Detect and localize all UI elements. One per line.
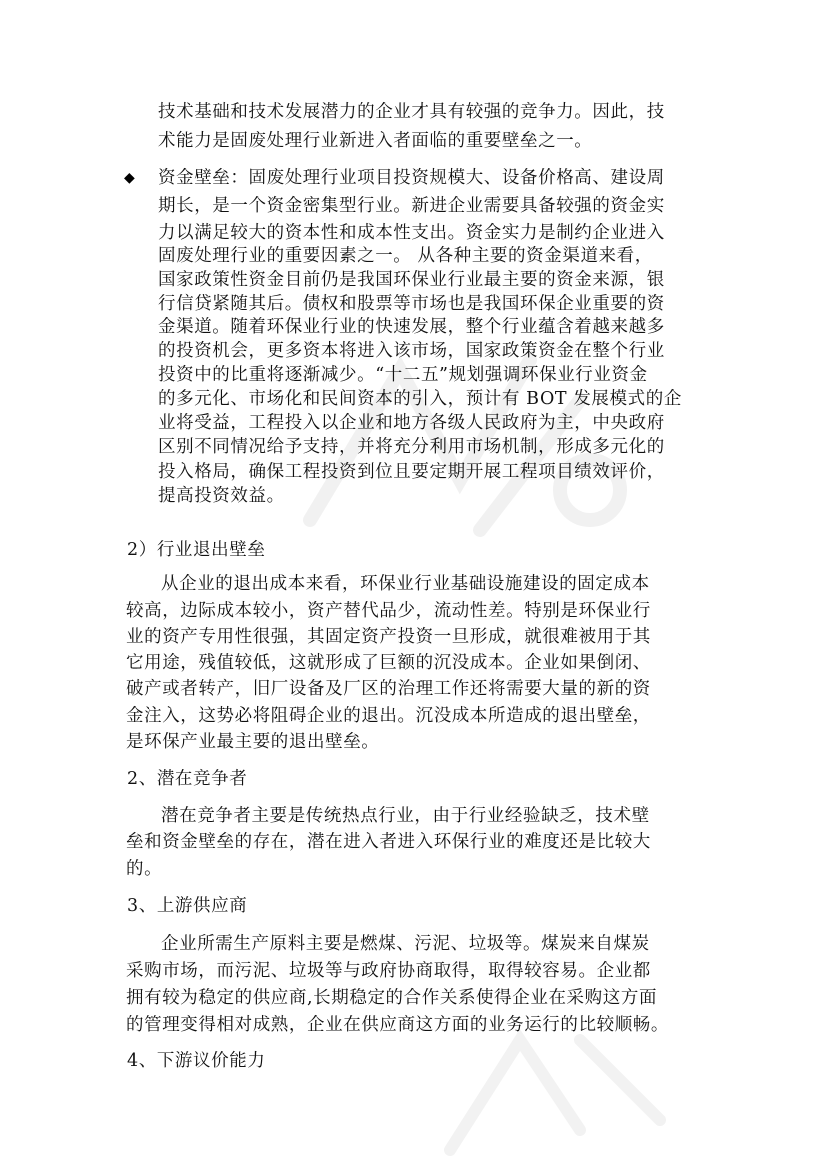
capital-barrier-line: 期长，是一个资金密集型行业。新进企业需要具备较强的资金实	[158, 196, 665, 216]
capital-barrier-line: 的多元化、市场化和民间资本的引入，预计有 BOT 发展模式的企	[158, 389, 682, 409]
intro-line-1: 技术基础和技术发展潜力的企业才具有较强的竞争力。因此，技	[158, 102, 665, 122]
exit-barrier-line: 是环保产业最主要的退出壁垒。	[126, 732, 380, 752]
upstream-suppliers-line: 企业所需生产原料主要是燃煤、污泥、垃圾等。煤炭来自煤炭	[161, 934, 650, 954]
capital-barrier-line: 金渠道。随着环保业行业的快速发展，整个行业蕴含着越来越多	[158, 317, 665, 337]
capital-barrier-line: 投资中的比重将逐渐减少。“十二五”规划强调环保业行业资金	[158, 365, 648, 385]
capital-barrier-line: 投入格局，确保工程投资到位且要定期开展工程项目绩效评价，	[158, 462, 665, 482]
intro-line-2: 术能力是固废处理行业新进入者面临的重要壁垒之一。	[158, 131, 593, 151]
capital-barrier-line: 提高投资效益。	[158, 486, 285, 506]
capital-barrier-line: 力以满足较大的资本性和成本性支出。资金实力是制约企业进入	[158, 223, 665, 243]
section-heading-potential-competitors: 2、潜在竞争者	[127, 769, 248, 789]
upstream-suppliers-line: 的管理变得相对成熟，企业在供应商这方面的业务运行的比较顺畅。	[126, 1015, 669, 1035]
exit-barrier-line: 业的资产专用性很强，其固定资产投资一旦形成，就很难被用于其	[126, 627, 651, 647]
capital-barrier-line: 固废处理行业的重要因素之一。 从各种主要的资金渠道来看，	[158, 246, 653, 266]
exit-barrier-line: 破产或者转产，旧厂设备及厂区的治理工作还将需要大量的新的资	[126, 679, 651, 699]
section-heading-exit-barrier: 2）行业退出壁垒	[127, 540, 266, 560]
exit-barrier-line: 较高，边际成本较小，资产替代品少，流动性差。特别是环保业行	[126, 601, 651, 621]
capital-barrier-line: 行信贷紧随其后。债权和股票等市场也是我国环保企业重要的资	[158, 294, 665, 314]
potential-competitors-line: 垒和资金壁垒的存在，潜在进入者进入环保行业的难度还是比较大	[126, 832, 651, 852]
exit-barrier-line: 它用途，残值较低，这就形成了巨额的沉没成本。企业如果倒闭、	[126, 653, 651, 673]
exit-barrier-line: 从企业的退出成本来看，环保业行业基础设施建设的固定成本	[161, 574, 650, 594]
capital-barrier-line: 资金壁垒：固废处理行业项目投资规模大、设备价格高、建设周	[158, 168, 665, 188]
potential-competitors-line: 的。	[126, 859, 163, 879]
capital-barrier-line: 国家政策性资金目前仍是我国环保业行业最主要的资金来源，银	[158, 270, 665, 290]
exit-barrier-line: 金注入，这势必将阻碍企业的退出。沉没成本所造成的退出壁垒，	[126, 706, 651, 726]
upstream-suppliers-line: 采购市场，而污泥、垃圾等与政府协商取得，取得较容易。企业都	[126, 961, 651, 981]
capital-barrier-line: 的投资机会，更多资本将进入该市场，国家政策资金在整个行业	[158, 341, 665, 361]
diamond-bullet-icon: ◆	[124, 170, 135, 186]
section-heading-downstream: 4、下游议价能力	[127, 1051, 266, 1071]
potential-competitors-line: 潜在竞争者主要是传统热点行业，由于行业经验缺乏，技术壁	[161, 806, 650, 826]
capital-barrier-line: 业将受益，工程投入以企业和地方各级人民政府为主，中央政府	[158, 413, 665, 433]
section-heading-upstream-suppliers: 3、上游供应商	[127, 896, 248, 916]
upstream-suppliers-line: 拥有较为稳定的供应商,长期稳定的合作关系使得企业在采购这方面	[126, 988, 658, 1008]
capital-barrier-line: 区别不同情况给予支持，并将充分利用市场机制，形成多元化的	[158, 437, 665, 457]
